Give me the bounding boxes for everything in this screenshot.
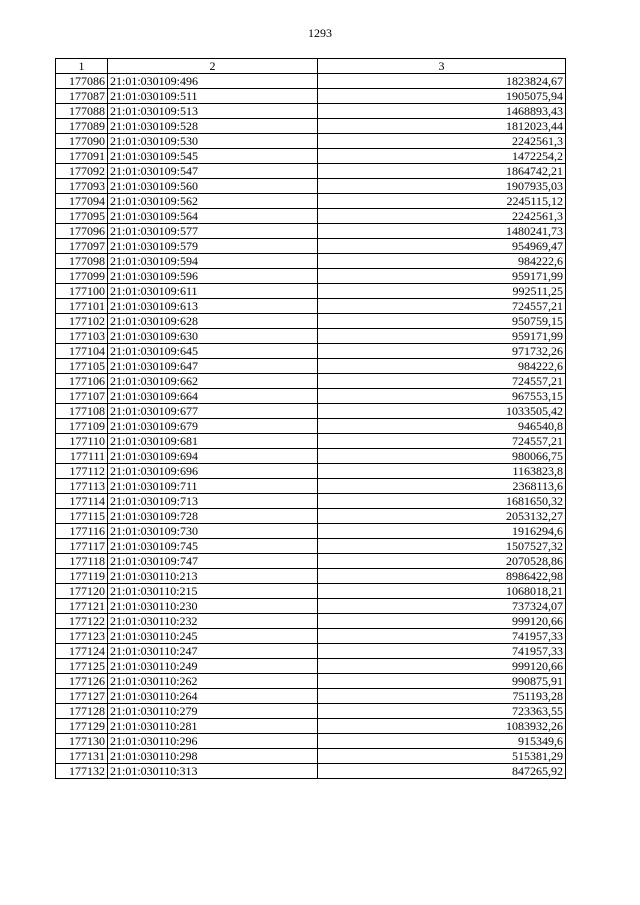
- table-row: [56, 659, 566, 674]
- column-header-2: 2: [108, 59, 318, 74]
- value-cell: 990875,91: [318, 674, 566, 689]
- cadastral-number-cell: 21:01:030109:630: [108, 329, 318, 344]
- cadastral-number-cell: 21:01:030109:611: [108, 284, 318, 299]
- table-row: [56, 119, 566, 134]
- row-number-cell: 177098: [56, 254, 108, 269]
- row-number-cell: 177090: [56, 134, 108, 149]
- table-row: [56, 599, 566, 614]
- cadastral-number-cell: 21:01:030109:647: [108, 359, 318, 374]
- cadastral-number-cell: 21:01:030110:262: [108, 674, 318, 689]
- value-cell: 1083932,26: [318, 719, 566, 734]
- table-row: [56, 239, 566, 254]
- row-number-cell: 177105: [56, 359, 108, 374]
- value-cell: 2070528,86: [318, 554, 566, 569]
- row-number-cell: 177086: [56, 74, 108, 89]
- value-cell: 1163823,8: [318, 464, 566, 479]
- table-row: [56, 524, 566, 539]
- cadastral-number-cell: 21:01:030110:230: [108, 599, 318, 614]
- row-number-cell: 177093: [56, 179, 108, 194]
- value-cell: 971732,26: [318, 344, 566, 359]
- row-number-cell: 177110: [56, 434, 108, 449]
- table-row: [56, 509, 566, 524]
- table-row: [56, 464, 566, 479]
- value-cell: 1907935,03: [318, 179, 566, 194]
- cadastral-number-cell: 21:01:030110:245: [108, 629, 318, 644]
- cadastral-number-cell: 21:01:030109:513: [108, 104, 318, 119]
- value-cell: 1916294,6: [318, 524, 566, 539]
- table-row: [56, 734, 566, 749]
- table-row: [56, 629, 566, 644]
- cadastral-number-cell: 21:01:030110:296: [108, 734, 318, 749]
- value-cell: 984222,6: [318, 254, 566, 269]
- value-cell: 2053132,27: [318, 509, 566, 524]
- table-row: [56, 404, 566, 419]
- value-cell: 2245115,12: [318, 194, 566, 209]
- column-header-3: 3: [318, 59, 566, 74]
- value-cell: 1068018,21: [318, 584, 566, 599]
- value-cell: 950759,15: [318, 314, 566, 329]
- value-cell: 724557,21: [318, 299, 566, 314]
- table-row: [56, 449, 566, 464]
- row-number-cell: 177101: [56, 299, 108, 314]
- row-number-cell: 177123: [56, 629, 108, 644]
- cadastral-number-cell: 21:01:030110:313: [108, 764, 318, 779]
- row-number-cell: 177126: [56, 674, 108, 689]
- value-cell: 8986422,98: [318, 569, 566, 584]
- row-number-cell: 177099: [56, 269, 108, 284]
- cadastral-number-cell: 21:01:030109:694: [108, 449, 318, 464]
- cadastral-number-cell: 21:01:030109:681: [108, 434, 318, 449]
- value-cell: 1823824,67: [318, 74, 566, 89]
- row-number-cell: 177107: [56, 389, 108, 404]
- table-row: [56, 569, 566, 584]
- value-cell: 1468893,43: [318, 104, 566, 119]
- cadastral-number-cell: 21:01:030109:560: [108, 179, 318, 194]
- cadastral-number-cell: 21:01:030109:547: [108, 164, 318, 179]
- table-row: [56, 389, 566, 404]
- value-cell: 1480241,73: [318, 224, 566, 239]
- table-row: [56, 284, 566, 299]
- table-row: [56, 329, 566, 344]
- value-cell: 2242561,3: [318, 209, 566, 224]
- row-number-cell: 177128: [56, 704, 108, 719]
- row-number-cell: 177130: [56, 734, 108, 749]
- cadastral-number-cell: 21:01:030109:628: [108, 314, 318, 329]
- table-row: [56, 344, 566, 359]
- cadastral-number-cell: 21:01:030109:696: [108, 464, 318, 479]
- header-row: [56, 59, 566, 74]
- table-row: [56, 749, 566, 764]
- row-number-cell: 177089: [56, 119, 108, 134]
- value-cell: 741957,33: [318, 644, 566, 659]
- table-row: [56, 194, 566, 209]
- cadastral-number-cell: 21:01:030109:613: [108, 299, 318, 314]
- row-number-cell: 177108: [56, 404, 108, 419]
- value-cell: 2242561,3: [318, 134, 566, 149]
- value-cell: 741957,33: [318, 629, 566, 644]
- cadastral-number-cell: 21:01:030109:579: [108, 239, 318, 254]
- value-cell: 999120,66: [318, 614, 566, 629]
- cadastral-number-cell: 21:01:030110:213: [108, 569, 318, 584]
- table-row: [56, 644, 566, 659]
- cadastral-number-cell: 21:01:030109:577: [108, 224, 318, 239]
- row-number-cell: 177120: [56, 584, 108, 599]
- row-number-cell: 177114: [56, 494, 108, 509]
- cadastral-number-cell: 21:01:030110:249: [108, 659, 318, 674]
- row-number-cell: 177106: [56, 374, 108, 389]
- cadastral-number-cell: 21:01:030109:594: [108, 254, 318, 269]
- value-cell: 1507527,32: [318, 539, 566, 554]
- row-number-cell: 177116: [56, 524, 108, 539]
- row-number-cell: 177131: [56, 749, 108, 764]
- value-cell: 992511,25: [318, 284, 566, 299]
- table-row: [56, 494, 566, 509]
- value-cell: 959171,99: [318, 329, 566, 344]
- value-cell: 2368113,6: [318, 479, 566, 494]
- row-number-cell: 177117: [56, 539, 108, 554]
- table-row: [56, 614, 566, 629]
- row-number-cell: 177129: [56, 719, 108, 734]
- table-body: [56, 74, 566, 779]
- cadastral-number-cell: 21:01:030109:677: [108, 404, 318, 419]
- table-row: [56, 704, 566, 719]
- table-row: [56, 89, 566, 104]
- row-number-cell: 177125: [56, 659, 108, 674]
- cadastral-number-cell: 21:01:030109:664: [108, 389, 318, 404]
- cadastral-number-cell: 21:01:030109:496: [108, 74, 318, 89]
- table-row: [56, 164, 566, 179]
- row-number-cell: 177096: [56, 224, 108, 239]
- table-row: [56, 584, 566, 599]
- row-number-cell: 177111: [56, 449, 108, 464]
- value-cell: 915349,6: [318, 734, 566, 749]
- cadastral-number-cell: 21:01:030110:232: [108, 614, 318, 629]
- table-row: [56, 479, 566, 494]
- cadastral-number-cell: 21:01:030109:530: [108, 134, 318, 149]
- row-number-cell: 177118: [56, 554, 108, 569]
- table-row: [56, 359, 566, 374]
- cadastral-number-cell: 21:01:030109:596: [108, 269, 318, 284]
- cadastral-number-cell: 21:01:030109:747: [108, 554, 318, 569]
- value-cell: 954969,47: [318, 239, 566, 254]
- cadastral-number-cell: 21:01:030109:713: [108, 494, 318, 509]
- row-number-cell: 177113: [56, 479, 108, 494]
- table-row: [56, 764, 566, 779]
- row-number-cell: 177087: [56, 89, 108, 104]
- value-cell: 980066,75: [318, 449, 566, 464]
- cadastral-number-cell: 21:01:030109:645: [108, 344, 318, 359]
- table-row: [56, 209, 566, 224]
- table-row: [56, 224, 566, 239]
- table-row: [56, 134, 566, 149]
- cadastral-number-cell: 21:01:030109:662: [108, 374, 318, 389]
- row-number-cell: 177132: [56, 764, 108, 779]
- table-row: [56, 314, 566, 329]
- value-cell: 1812023,44: [318, 119, 566, 134]
- row-number-cell: 177097: [56, 239, 108, 254]
- row-number-cell: 177094: [56, 194, 108, 209]
- value-cell: 946540,8: [318, 419, 566, 434]
- cadastral-number-cell: 21:01:030110:281: [108, 719, 318, 734]
- value-cell: 1905075,94: [318, 89, 566, 104]
- table-row: [56, 674, 566, 689]
- column-header-1: 1: [56, 59, 108, 74]
- value-cell: 515381,29: [318, 749, 566, 764]
- row-number-cell: 177104: [56, 344, 108, 359]
- cadastral-number-cell: 21:01:030110:247: [108, 644, 318, 659]
- value-cell: 1033505,42: [318, 404, 566, 419]
- cadastral-number-cell: 21:01:030110:215: [108, 584, 318, 599]
- table-row: [56, 539, 566, 554]
- cadastral-number-cell: 21:01:030109:528: [108, 119, 318, 134]
- value-cell: 737324,07: [318, 599, 566, 614]
- value-cell: 967553,15: [318, 389, 566, 404]
- row-number-cell: 177122: [56, 614, 108, 629]
- value-cell: 724557,21: [318, 434, 566, 449]
- cadastral-number-cell: 21:01:030109:545: [108, 149, 318, 164]
- cadastral-number-cell: 21:01:030109:562: [108, 194, 318, 209]
- cadastral-number-cell: 21:01:030109:564: [108, 209, 318, 224]
- row-number-cell: 177102: [56, 314, 108, 329]
- cadastral-number-cell: 21:01:030110:279: [108, 704, 318, 719]
- row-number-cell: 177115: [56, 509, 108, 524]
- row-number-cell: 177119: [56, 569, 108, 584]
- value-cell: 1472254,2: [318, 149, 566, 164]
- table-row: [56, 149, 566, 164]
- value-cell: 984222,6: [318, 359, 566, 374]
- cadastral-number-cell: 21:01:030109:728: [108, 509, 318, 524]
- row-number-cell: 177088: [56, 104, 108, 119]
- table-row: [56, 269, 566, 284]
- row-number-cell: 177095: [56, 209, 108, 224]
- registry-table: [55, 58, 566, 779]
- row-number-cell: 177100: [56, 284, 108, 299]
- table-row: [56, 104, 566, 119]
- cadastral-number-cell: 21:01:030109:745: [108, 539, 318, 554]
- table-row: [56, 374, 566, 389]
- value-cell: 724557,21: [318, 374, 566, 389]
- value-cell: 723363,55: [318, 704, 566, 719]
- value-cell: 1864742,21: [318, 164, 566, 179]
- value-cell: 1681650,32: [318, 494, 566, 509]
- table-row: [56, 74, 566, 89]
- cadastral-number-cell: 21:01:030110:264: [108, 689, 318, 704]
- row-number-cell: 177091: [56, 149, 108, 164]
- table-row: [56, 719, 566, 734]
- table-row: [56, 554, 566, 569]
- table-row: [56, 254, 566, 269]
- value-cell: 959171,99: [318, 269, 566, 284]
- table-row: [56, 689, 566, 704]
- value-cell: 999120,66: [318, 659, 566, 674]
- cadastral-number-cell: 21:01:030109:730: [108, 524, 318, 539]
- row-number-cell: 177103: [56, 329, 108, 344]
- value-cell: 847265,92: [318, 764, 566, 779]
- row-number-cell: 177109: [56, 419, 108, 434]
- row-number-cell: 177127: [56, 689, 108, 704]
- cadastral-number-cell: 21:01:030110:298: [108, 749, 318, 764]
- row-number-cell: 177092: [56, 164, 108, 179]
- cadastral-number-cell: 21:01:030109:679: [108, 419, 318, 434]
- table-row: [56, 179, 566, 194]
- row-number-cell: 177112: [56, 464, 108, 479]
- cadastral-number-cell: 21:01:030109:711: [108, 479, 318, 494]
- row-number-cell: 177121: [56, 599, 108, 614]
- cadastral-number-cell: 21:01:030109:511: [108, 89, 318, 104]
- table-row: [56, 299, 566, 314]
- page-number: 1293: [308, 26, 332, 40]
- value-cell: 751193,28: [318, 689, 566, 704]
- row-number-cell: 177124: [56, 644, 108, 659]
- table-row: [56, 419, 566, 434]
- table-row: [56, 434, 566, 449]
